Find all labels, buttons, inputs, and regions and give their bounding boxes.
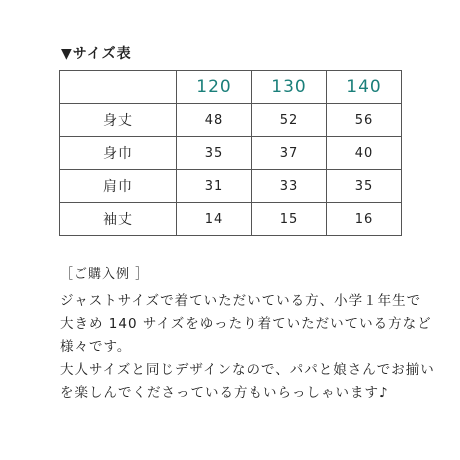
table-cell: 52 [252, 104, 327, 137]
table-row [60, 170, 402, 203]
table-cell: 56 [327, 104, 402, 137]
purchase-example-text [60, 290, 440, 405]
row-label: 袖丈 [60, 203, 177, 236]
table-cell: 31 [177, 170, 252, 203]
row-label: 身巾 [60, 137, 177, 170]
description-line: 様々です。 [60, 339, 132, 355]
table-cell: 16 [327, 203, 402, 236]
size-header-row [60, 71, 402, 104]
size-table [59, 70, 402, 236]
size-header-140: 140 [327, 71, 402, 104]
table-row [60, 203, 402, 236]
row-label: 身丈 [60, 104, 177, 137]
description-line: を楽しんでくださっている方もいらっしゃいます♪ [60, 385, 389, 401]
size-header-130: 130 [252, 71, 327, 104]
purchase-example-heading: ［ご購入例 ］ [60, 267, 150, 282]
table-cell: 40 [327, 137, 402, 170]
table-row [60, 104, 402, 137]
size-chart-heading: ▼サイズ表 [61, 46, 132, 62]
table-cell: 48 [177, 104, 252, 137]
row-label: 肩巾 [60, 170, 177, 203]
description-line: 大きめ 140 サイズをゆったり着ていただいている方など [60, 316, 432, 332]
table-cell: 37 [252, 137, 327, 170]
description-line: 大人サイズと同じデザインなので、パパと娘さんでお揃い [60, 362, 435, 378]
size-header-120: 120 [177, 71, 252, 104]
table-cell: 15 [252, 203, 327, 236]
table-row [60, 137, 402, 170]
table-cell: 14 [177, 203, 252, 236]
table-cell: 35 [177, 137, 252, 170]
table-cell: 33 [252, 170, 327, 203]
description-line: ジャストサイズで着ていただいている方、小学１年生で [60, 293, 422, 309]
table-cell: 35 [327, 170, 402, 203]
corner-cell [60, 71, 177, 104]
